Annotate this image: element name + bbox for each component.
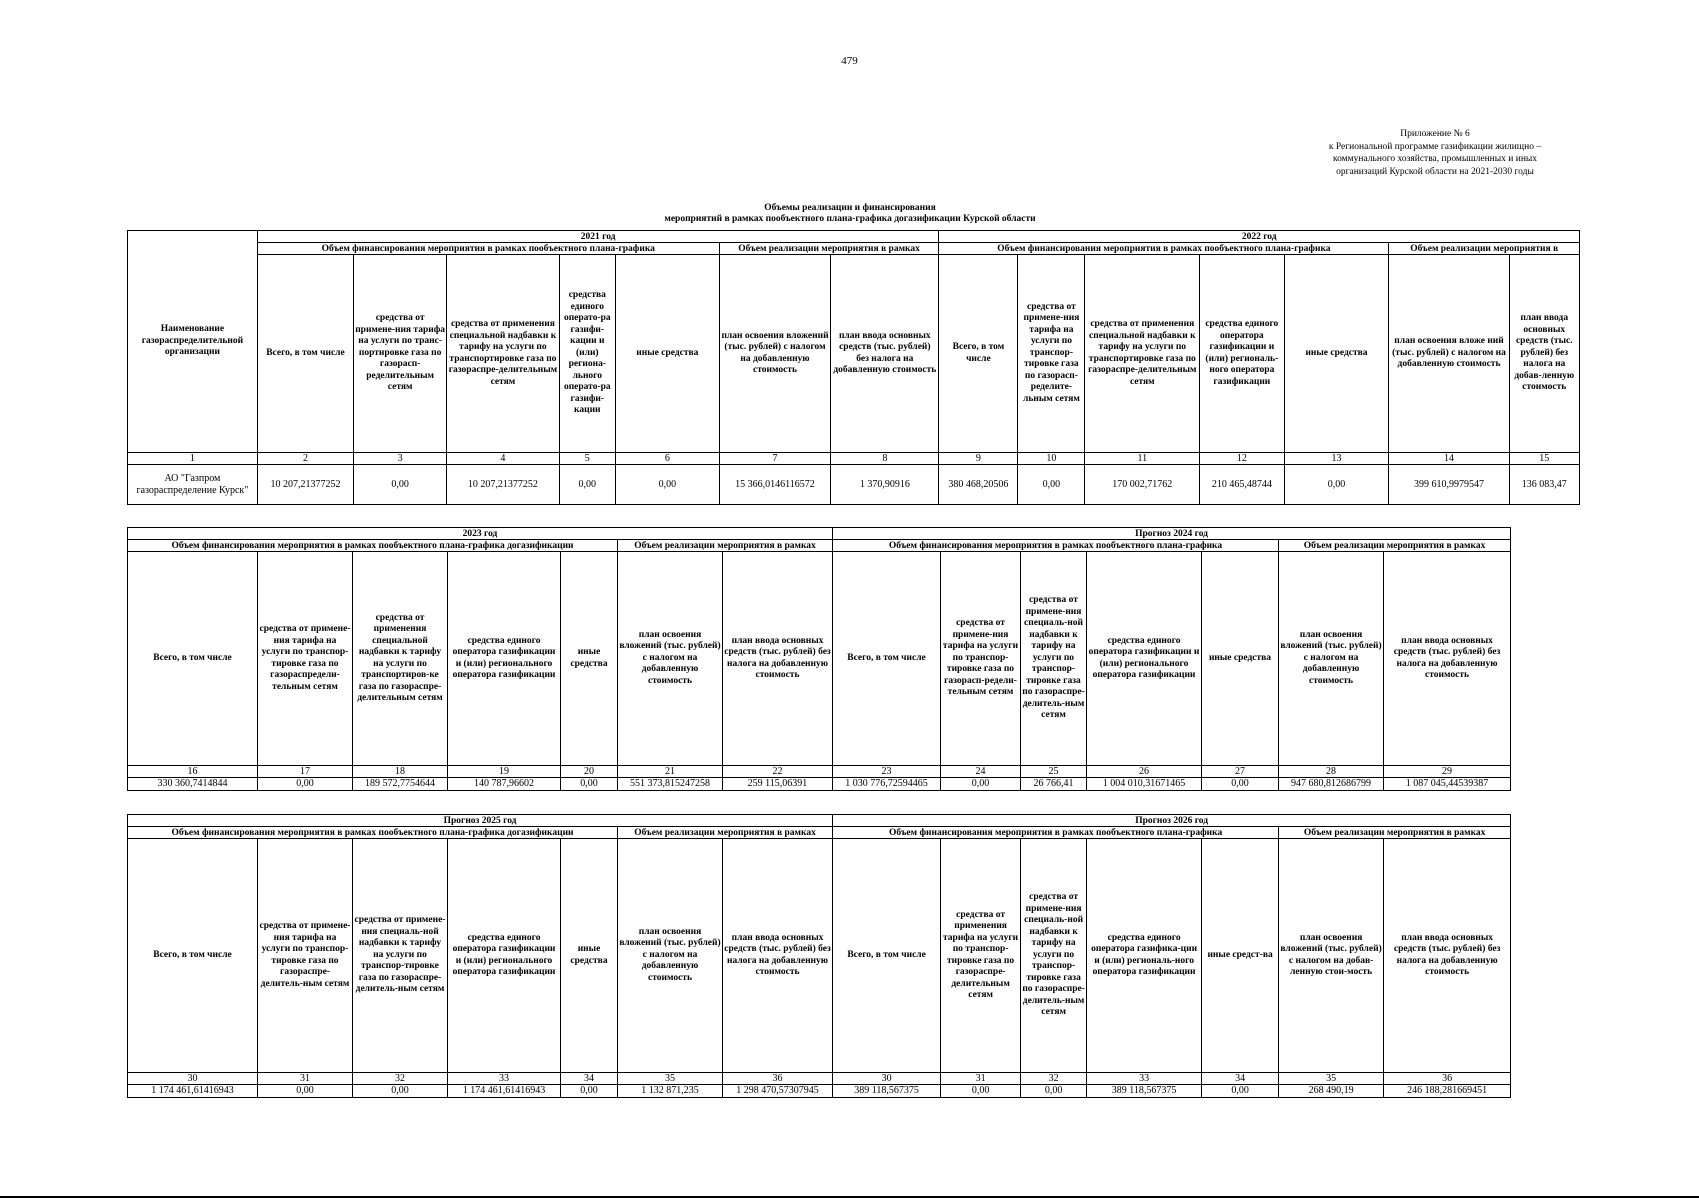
year-header: 2021 год [257, 231, 939, 243]
table-cell: 15 366,0146116572 [719, 465, 830, 505]
table-cell: 10 207,21377252 [257, 465, 353, 505]
financing-table-2023-2024 [127, 527, 1511, 791]
column-header: план освоения вложе ний (тыс. рублей) с налогом на добавленную стоимость [1389, 255, 1509, 453]
table-cell: 0,00 [1284, 465, 1389, 505]
appendix-line: организаций Курской области на 2021-2030 годы [1336, 166, 1534, 177]
column-header: Всего, в том числе [128, 839, 258, 1073]
column-number: 3 [354, 453, 447, 465]
column-number: 28 [1279, 766, 1384, 778]
year-header: Прогноз 2025 год [128, 815, 833, 827]
year-header: Прогноз 2026 год [833, 815, 1511, 827]
table-cell: 0,00 [561, 778, 618, 791]
column-header: средства единого оператора газификации и (или) региональ-ного оператора газификации [1200, 255, 1284, 453]
column-header: средства единого оператора газификации и (или) регионального оператора газификации [1087, 552, 1202, 766]
column-header: средства от примене-ния тарифа на услуги по транспор-тировке газа по газорасп-ределите-льным сетям [1018, 255, 1085, 453]
implementation-volume-header: Объем реализации мероприятия в [1389, 243, 1580, 255]
table-cell: 0,00 [615, 465, 719, 505]
table-cell: 26 766,41 [1021, 778, 1087, 791]
column-number: 30 [833, 1073, 941, 1085]
column-header: средства единого оператора газифика-ции и (или) региональ-ного оператора газификации [1087, 839, 1202, 1073]
column-number: 32 [1021, 1073, 1087, 1085]
table-cell: 189 572,7754644 [353, 778, 448, 791]
year-header: Прогноз 2024 год [833, 528, 1511, 540]
table-cell: 0,00 [1202, 1085, 1279, 1098]
table-cell: 947 680,812686799 [1279, 778, 1384, 791]
column-number: 36 [723, 1073, 833, 1085]
org-name-header: Наименование газораспределительной организации [128, 231, 258, 453]
table-cell: 551 373,815247258 [618, 778, 723, 791]
column-header: средства от примене-ния тарифа на услуги по транспор-тировке газа по газорасп-редели-тельным сетям [941, 552, 1021, 766]
column-number: 9 [939, 453, 1018, 465]
financing-table-2021-2022 [127, 230, 1580, 505]
column-header: план ввода основных средств (тыс. рублей) без налога на добавленную стоимость [723, 552, 833, 766]
table-cell: 1 132 871,235 [618, 1085, 723, 1098]
table-cell: 140 787,96602 [448, 778, 561, 791]
document-title-line: Объемы реализации и финансирования [764, 203, 936, 213]
document-title-line: мероприятий в рамках пообъектного плана-графика догазификации Курской области [664, 214, 1036, 224]
financing-volume-header: Объем финансирования мероприятия в рамках пообъектного плана-графика [833, 540, 1279, 552]
table-cell: 268 490,19 [1279, 1085, 1384, 1098]
column-header: план освоения вложений (тыс. рублей) с налогом на добав-ленную стои-мость [1279, 839, 1384, 1073]
column-number: 16 [128, 766, 258, 778]
column-number: 33 [448, 1073, 561, 1085]
appendix-note [1290, 128, 1580, 178]
year-header: 2023 год [128, 528, 833, 540]
page-edge-line [0, 1196, 1699, 1198]
implementation-volume-header: Объем реализации мероприятия в рамках [618, 827, 833, 839]
column-header: Всего, в том числе [128, 552, 258, 766]
column-number: 24 [941, 766, 1021, 778]
table-cell: 0,00 [561, 1085, 618, 1098]
column-header: средства от применения специальной надбавки к тарифу на услуги по транспортировке газа по газораспре-делительным сетям [447, 255, 560, 453]
column-header: средства единого оператора газификации и (или) регионального оператора газификации [448, 552, 561, 766]
column-header: иные средства [615, 255, 719, 453]
table-cell: 259 115,06391 [723, 778, 833, 791]
column-number: 23 [833, 766, 941, 778]
column-header: средства от примене-ния тарифа на услуги по транспор-тировке газа по газораспредели-тельным сетям [258, 552, 353, 766]
implementation-volume-header: Объем реализации мероприятия в рамках [1279, 540, 1511, 552]
table-cell: 0,00 [354, 465, 447, 505]
column-number: 10 [1018, 453, 1085, 465]
column-number: 4 [447, 453, 560, 465]
table-cell: 0,00 [258, 1085, 353, 1098]
document-title [560, 203, 1140, 225]
table-cell: 0,00 [1202, 778, 1279, 791]
appendix-line: коммунального хозяйства, промышленных и иных [1332, 154, 1538, 164]
column-header: средства от примене-ния специаль-ной надбавки к тарифу на услуги по транспор-тировке газа по газораспре-делитель-ным сетям [1021, 839, 1087, 1073]
financing-volume-header: Объем финансирования мероприятия в рамках пообъектного плана-графика догазификации [128, 827, 618, 839]
implementation-volume-header: Объем реализации мероприятия в рамках [1279, 827, 1511, 839]
column-number: 27 [1202, 766, 1279, 778]
table-cell: 1 004 010,31671465 [1087, 778, 1202, 791]
column-header: план ввода основных средств (тыс. рублей) без налога на добавленную стоимость [1384, 552, 1511, 766]
column-number: 36 [1384, 1073, 1511, 1085]
table-cell: 246 188,281669451 [1384, 1085, 1511, 1098]
table-cell: 210 465,48744 [1200, 465, 1284, 505]
column-header: иные средства [561, 839, 618, 1073]
column-number: 7 [719, 453, 830, 465]
table-cell: 1 298 470,57307945 [723, 1085, 833, 1098]
column-number: 32 [353, 1073, 448, 1085]
column-header: план освоения вложений (тыс. рублей) с налогом на добавленную стоимость [1279, 552, 1384, 766]
column-number: 34 [1202, 1073, 1279, 1085]
column-number: 30 [128, 1073, 258, 1085]
column-number: 35 [618, 1073, 723, 1085]
column-header: план ввода основных средств (тыс. рублей) без налога на добавленную стоимость [1384, 839, 1511, 1073]
column-number: 29 [1384, 766, 1511, 778]
column-number: 6 [615, 453, 719, 465]
column-header: план освоения вложений (тыс. рублей) с налогом на добавленную стоимость [719, 255, 830, 453]
financing-volume-header: Объем финансирования мероприятия в рамках пообъектного плана-графика [257, 243, 719, 255]
column-header: план ввода основных средств (тыс. рублей) без налога на добавленную стоимость [831, 255, 939, 453]
column-header: план освоения вложений (тыс. рублей) с налогом на добавленную стоимость [618, 552, 723, 766]
column-number: 19 [448, 766, 561, 778]
column-header: иные средства [1284, 255, 1389, 453]
column-number: 1 [128, 453, 258, 465]
appendix-line: к Региональной программе газификации жилищно – [1328, 141, 1542, 152]
table-cell: 399 610,9979547 [1389, 465, 1509, 505]
organization-name: АО "Газпром газораспределение Курск" [128, 465, 258, 505]
column-number: 17 [258, 766, 353, 778]
column-header: Всего, в том числе [833, 552, 941, 766]
column-number: 12 [1200, 453, 1284, 465]
column-header: Всего, в том числе [257, 255, 353, 453]
table-cell: 10 207,21377252 [447, 465, 560, 505]
column-number: 34 [561, 1073, 618, 1085]
table-cell: 170 002,71762 [1085, 465, 1200, 505]
financing-table-2025-2026 [127, 814, 1511, 1098]
table-cell: 1 030 776,72594465 [833, 778, 941, 791]
implementation-volume-header: Объем реализации мероприятия в рамках [719, 243, 939, 255]
table-cell: 330 360,7414844 [128, 778, 258, 791]
column-header: средства единого оператора газификации и (или) регионального оператора газификации [448, 839, 561, 1073]
column-number: 26 [1087, 766, 1202, 778]
appendix-line: Приложение № 6 [1400, 129, 1470, 139]
financing-volume-header: Объем финансирования мероприятия в рамках пообъектного плана-графика [833, 827, 1279, 839]
column-number: 20 [561, 766, 618, 778]
table-cell: 136 083,47 [1509, 465, 1579, 505]
column-number: 22 [723, 766, 833, 778]
table-cell: 0,00 [1018, 465, 1085, 505]
table-cell: 380 468,20506 [939, 465, 1018, 505]
column-number: 31 [258, 1073, 353, 1085]
column-header: средства единого операто-ра газифи-кации и (или) региона-льного операто-ра газифи-кации [559, 255, 615, 453]
column-number: 11 [1085, 453, 1200, 465]
table-cell: 1 174 461,61416943 [128, 1085, 258, 1098]
column-number: 2 [257, 453, 353, 465]
table-cell: 0,00 [941, 778, 1021, 791]
financing-volume-header: Объем финансирования мероприятия в рамках пообъектного плана-графика [939, 243, 1389, 255]
table-cell: 1 174 461,61416943 [448, 1085, 561, 1098]
column-number: 18 [353, 766, 448, 778]
table-cell: 0,00 [559, 465, 615, 505]
column-number: 15 [1509, 453, 1579, 465]
column-header: план ввода основных средств (тыс. рублей) без налога на добавленную стоимость [723, 839, 833, 1073]
financing-volume-header: Объем финансирования мероприятия в рамках пообъектного плана-графика догазификации [128, 540, 618, 552]
column-header: иные средства [561, 552, 618, 766]
table-cell: 389 118,567375 [1087, 1085, 1202, 1098]
column-number: 14 [1389, 453, 1509, 465]
column-header: иные средства [1202, 552, 1279, 766]
page-number: 479 [841, 55, 858, 67]
table-cell: 0,00 [353, 1085, 448, 1098]
column-number: 35 [1279, 1073, 1384, 1085]
column-header: средства от примене-ния тарифа на услуги по транспор-тировке газа по газораспре-делитель-ным сетям [258, 839, 353, 1073]
table-cell: 389 118,567375 [833, 1085, 941, 1098]
column-header: средства от примене-ния тарифа на услуги по транс-портировке газа по газорасп-ределительным сетям [354, 255, 447, 453]
year-header: 2022 год [939, 231, 1580, 243]
column-number: 25 [1021, 766, 1087, 778]
column-header: Всего, в том числе [939, 255, 1018, 453]
column-number: 5 [559, 453, 615, 465]
table-cell: 0,00 [1021, 1085, 1087, 1098]
column-header: средства от примене-ния специаль-ной надбавки к тарифу на услуги по транспор-тировке газа по газораспре-делитель-ным сетям [353, 839, 448, 1073]
column-header: средства от примене-ния специаль-ной надбавки к тарифу на услуги по транспор-тировке газа по газораспре-делитель-ным сетям [1021, 552, 1087, 766]
column-header: план ввода основных средств (тыс. рублей) без налога на добав-ленную стоимость [1509, 255, 1579, 453]
column-header: средства от применения специальной надбавки к тарифу на услуги по транспортировке газа по газораспре-делительным сетям [1085, 255, 1200, 453]
column-header: план освоения вложений (тыс. рублей) с налогом на добавленную стоимость [618, 839, 723, 1073]
column-header: средства от применения специальной надбавки к тарифу на услуги по транспортиров-ке газа по газораспре-делительным сетям [353, 552, 448, 766]
column-header: иные средст-ва [1202, 839, 1279, 1073]
implementation-volume-header: Объем реализации мероприятия в рамках [618, 540, 833, 552]
table-cell: 1 087 045,44539387 [1384, 778, 1511, 791]
column-header: Всего, в том числе [833, 839, 941, 1073]
table-cell: 0,00 [941, 1085, 1021, 1098]
table-cell: 0,00 [258, 778, 353, 791]
column-number: 33 [1087, 1073, 1202, 1085]
table-cell: 1 370,90916 [831, 465, 939, 505]
column-header: средства от применения тарифа на услуги по транспор-тировке газа по газораспре-делительным сетям [941, 839, 1021, 1073]
column-number: 21 [618, 766, 723, 778]
column-number: 8 [831, 453, 939, 465]
column-number: 31 [941, 1073, 1021, 1085]
column-number: 13 [1284, 453, 1389, 465]
